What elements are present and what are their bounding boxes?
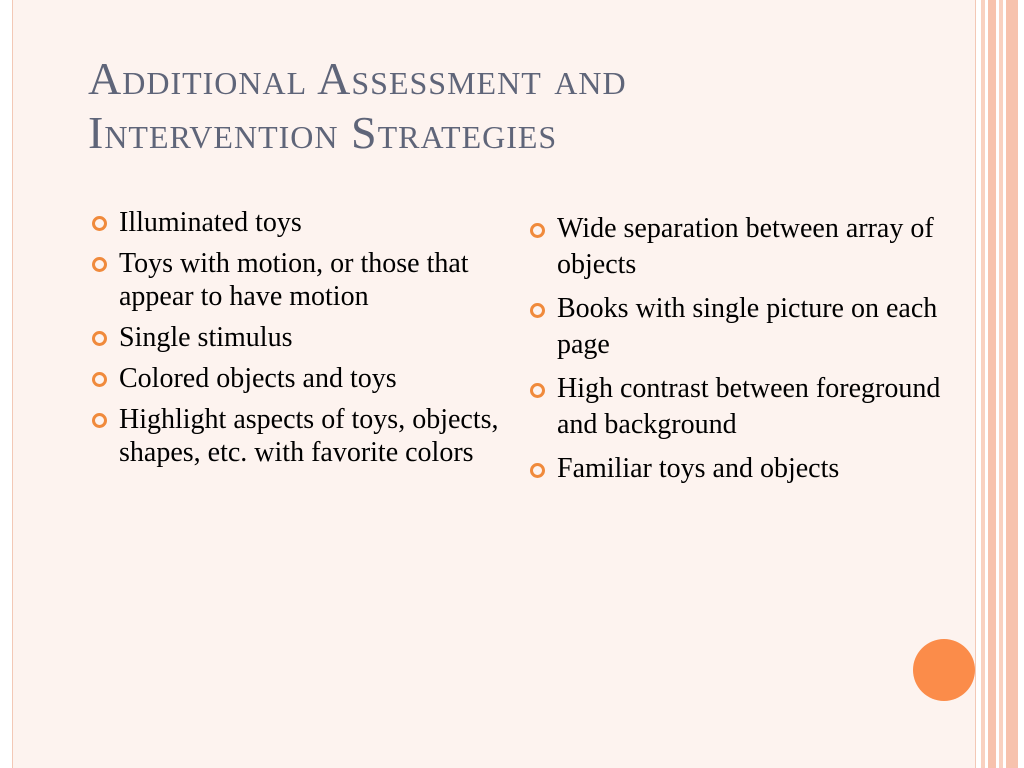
ring-bullet-icon (530, 383, 545, 398)
list-item (92, 247, 502, 313)
ring-bullet-icon (530, 463, 545, 478)
list-item (92, 321, 502, 354)
decorative-stripe (999, 0, 1003, 768)
ring-bullet-icon (530, 223, 545, 238)
bullet-text: Wide separation between array of objects (557, 213, 934, 280)
ring-bullet-icon (92, 257, 107, 272)
ring-bullet-icon (92, 216, 107, 231)
bullet-text: Highlight aspects of toys, objects, shapes, etc. with favorite colors (119, 404, 499, 468)
slide-title (88, 52, 948, 160)
title-line-2: Intervention Strategies (88, 107, 558, 158)
bullet-text: Familiar toys and objects (557, 453, 840, 484)
decorative-stripe (988, 0, 996, 768)
list-item (530, 211, 950, 283)
orange-circle-decoration (913, 639, 975, 701)
ring-bullet-icon (530, 303, 545, 318)
title-line-1: Additional Assessment and (88, 53, 627, 104)
right-bullet-list (530, 211, 950, 495)
ring-bullet-icon (92, 413, 107, 428)
list-item (530, 291, 950, 363)
list-item (92, 362, 502, 395)
decorative-stripe (981, 0, 985, 768)
bullet-text: Illuminated toys (119, 207, 302, 238)
bullet-text: Books with single picture on each page (557, 293, 938, 360)
list-item (530, 371, 950, 443)
ring-bullet-icon (92, 372, 107, 387)
list-item (92, 403, 502, 469)
bullet-text: Colored objects and toys (119, 363, 397, 394)
decorative-stripe (1006, 0, 1018, 768)
bullet-text: Single stimulus (119, 322, 293, 353)
list-item (530, 451, 950, 487)
left-bullet-list (92, 206, 502, 477)
list-item (92, 206, 502, 239)
bullet-text: High contrast between foreground and background (557, 373, 941, 440)
ring-bullet-icon (92, 331, 107, 346)
bullet-text: Toys with motion, or those that appear to have motion (119, 248, 469, 312)
